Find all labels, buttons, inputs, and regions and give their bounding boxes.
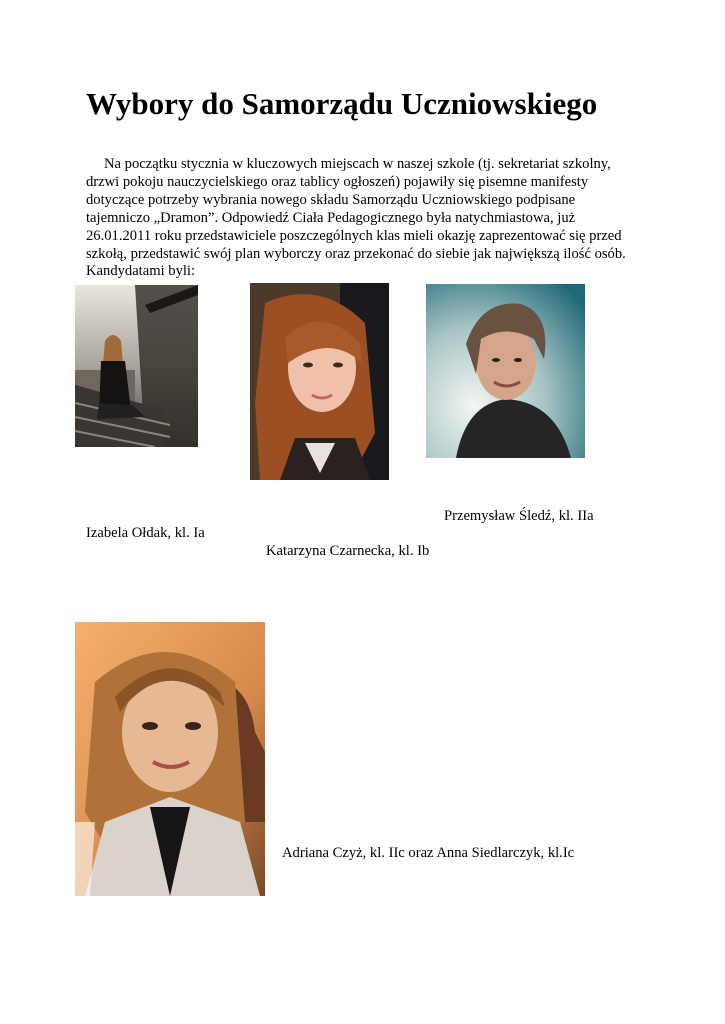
candidate-photo-katarzyna (250, 283, 389, 480)
caption-katarzyna: Katarzyna Czarnecka, kl. Ib (266, 543, 430, 559)
intro-line: dotyczące potrzeby wybrania nowego składu Samorządu Uczniowskiego podpisane (86, 191, 576, 208)
intro-line: Na początku stycznia w kluczowych miejscach w naszej szkole (tj. sekretariat szkolny, (104, 156, 611, 172)
intro-line: Kandydatami byli: (86, 263, 196, 280)
intro-line: drzwi pokoju nauczycielskiego oraz tablicy ogłoszeń) pojawiły się pisemne manifesty (86, 173, 589, 190)
candidate-photo-przemyslaw (426, 284, 585, 458)
caption-adriana: Adriana Czyż, kl. IIc oraz Anna Siedlarczyk, kl.Ic (282, 845, 575, 861)
intro-line: 26.01.2011 roku przedstawiciele poszczególnych klas mieli okazję zaprezentować się przed (86, 227, 622, 244)
candidate-photo-adriana (75, 622, 265, 896)
intro-paragraph (86, 156, 646, 281)
caption-izabela: Izabela Ołdak, kl. Ia (86, 525, 205, 541)
candidate-photo-izabela (75, 285, 198, 447)
intro-line: szkołą, przedstawić swój plan wyborczy oraz przekonać do siebie jak największą ilość osób. (86, 245, 626, 262)
intro-line: tajemniczo „Dramon”. Odpowiedź Ciała Pedagogicznego była natychmiastowa, już (86, 209, 576, 226)
caption-przemyslaw: Przemysław Śledź, kl. IIa (444, 508, 594, 524)
article-title: Wybory do Samorządu Uczniowskiego (86, 86, 598, 121)
